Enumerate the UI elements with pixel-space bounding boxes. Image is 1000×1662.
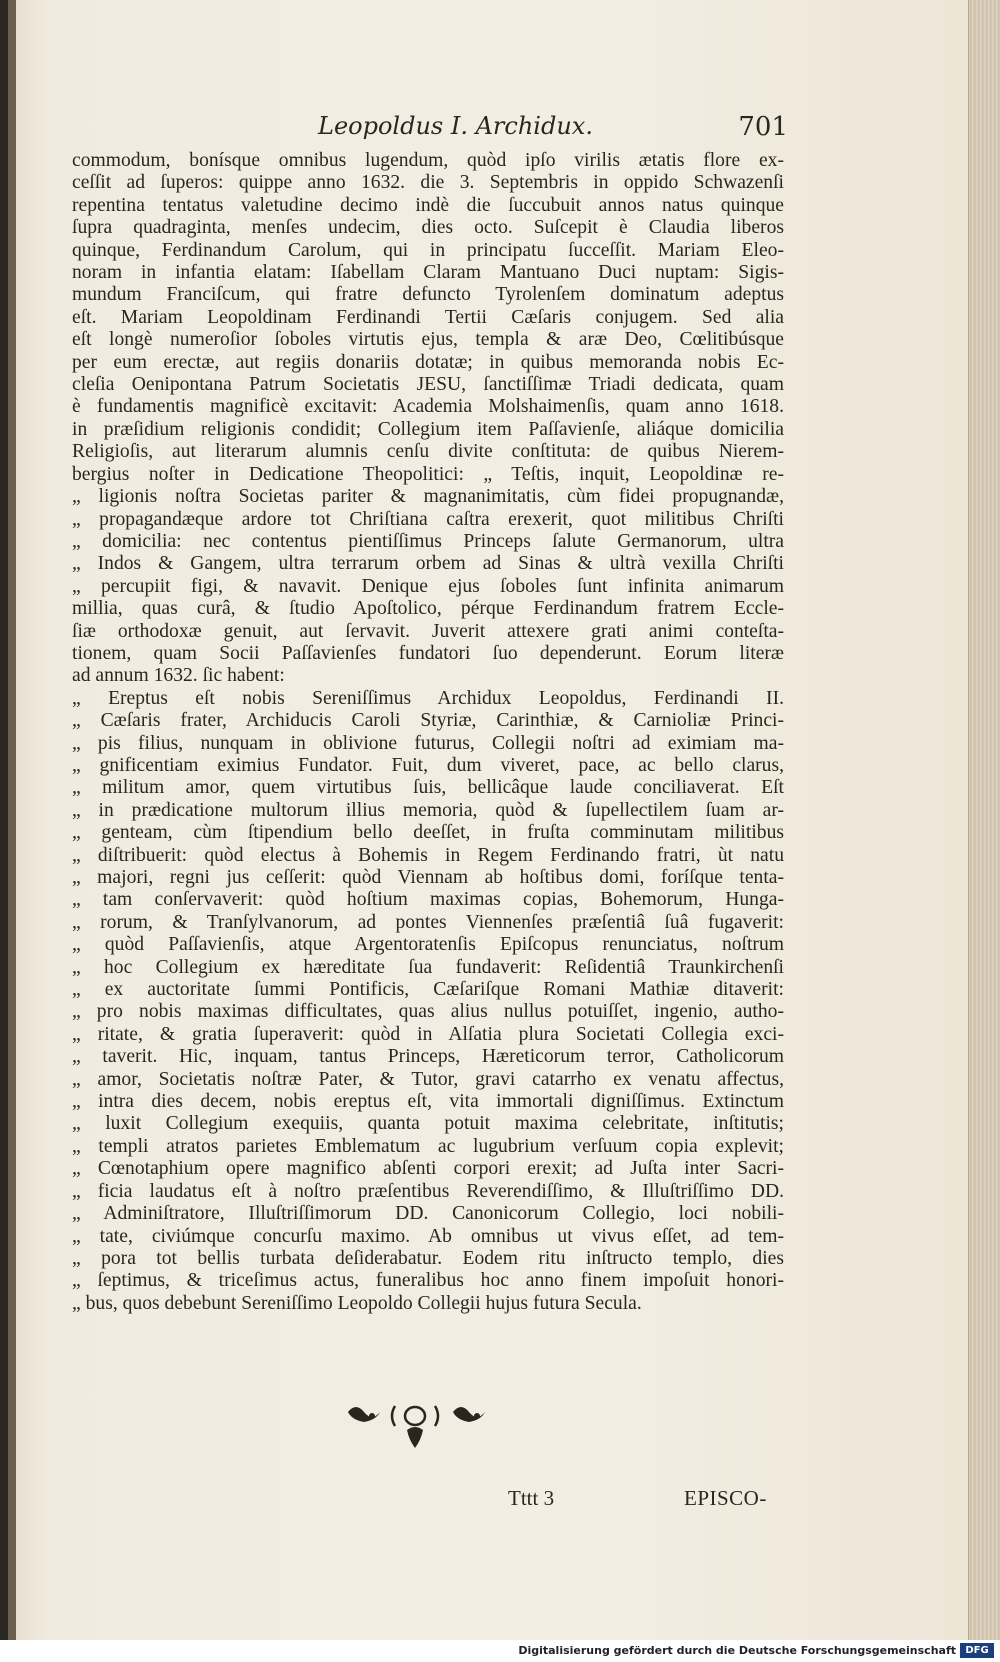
- text-line: „ Indos & Gangem, ultra terrarum orbem ad Sinas & ultrà vexilla Chriſti: [72, 553, 784, 575]
- quoted-letter: [72, 688, 784, 1315]
- text-line: „ Cæſaris frater, Archiducis Caroli Styriæ, Carinthiæ, & Carnioliæ Princi-: [72, 710, 784, 732]
- text-line: „ percupiit figi, & navavit. Denique ejus ſoboles ſunt infinita animarum: [72, 575, 784, 597]
- text-line: è fundamentis magnificè excitavit: Academia Molshaimenſis, quam anno 1618.: [72, 396, 784, 418]
- text-line: „ gnificentiam eximius Fundator. Fuit, dum viveret, pace, ac bello clarus,: [72, 754, 784, 776]
- dfg-logo-icon: DFG: [960, 1643, 994, 1658]
- text-line: „ Adminiſtratore, Illuſtriſſimorum DD. Canonicorum Collegio, loci nobili-: [72, 1203, 784, 1225]
- text-line: „ templi atratos parietes Emblematum ac lugubrium verſuum copia explevit;: [72, 1135, 784, 1157]
- text-line: „ pora tot bellis turbata deſiderabatur. Eodem ritu inſtructo templo, dies: [72, 1247, 784, 1269]
- text-line: eſt longè numeroſior ſoboles virtutis ejus, templa & aræ Deo, Cœlitibúsque: [72, 329, 784, 351]
- text-line: „ genteam, cùm ſtipendium bello deeſſet, in fruſta comminutam militibus: [72, 822, 784, 844]
- text-line: „ tam conſervaverit: quòd hoſtium maximas copias, Bohemorum, Hunga-: [72, 889, 784, 911]
- body-paragraph: [72, 150, 784, 688]
- text-line: „ Ereptus eſt nobis Sereniſſimus Archidux Leopoldus, Ferdinandi II.: [72, 687, 784, 709]
- footer-credit: Digitalisierung gefördert durch die Deutsche Forschungsgemeinschaft: [518, 1644, 956, 1657]
- catchword: EPISCO-: [684, 1486, 767, 1510]
- running-head: [68, 112, 788, 148]
- digitization-footer: [0, 1640, 1000, 1662]
- text-line: mundum Franciſcum, qui fratre defuncto Tyrolenſem dominatum adeptus: [72, 284, 784, 306]
- text-line: ceſſit ad ſuperos: quippe anno 1632. die 3. Septembris in oppido Schwazenſi: [72, 172, 784, 194]
- text-line: cleſia Oenipontana Patrum Societatis JESU, ſanctiſſimæ Triadi dedicata, quam: [72, 374, 784, 396]
- text-line: „ ficia laudatus eſt à noſtro præſentibus Reverendiſſimo, & Illuſtriſſimo DD.: [72, 1180, 784, 1202]
- text-line: noram in infantia elatam: Iſabellam Claram Mantuano Duci nuptam: Sigis-: [72, 262, 784, 284]
- text-line: „ intra dies decem, nobis ereptus eſt, vita immortali digniſſimus. Extinctum: [72, 1091, 784, 1113]
- text-line: ſupra quadraginta, menſes undecim, dies octo. Suſcepit è Claudia liberos: [72, 217, 784, 239]
- text-line: „ taverit. Hic, inquam, tantus Princeps, Hæreticorum terror, Catholicorum: [72, 1046, 784, 1068]
- text-line: „ ſeptimus, & triceſimus actus, funeralibus hoc anno finem impoſuit honori-: [72, 1270, 784, 1292]
- text-line: „ quòd Paſſavienſis, atque Argentoratenſis Epiſcopus renunciatus, noſtrum: [72, 934, 784, 956]
- book-page: [8, 0, 973, 1640]
- text-line: tionem, quam Socii Paſſavienſes fundatori ſuo dependerunt. Eorum literæ: [72, 642, 784, 664]
- page-number: 701: [738, 112, 788, 142]
- tailpiece-ornament-icon: [343, 1392, 503, 1452]
- text-line: „ rorum, & Tranſylvanorum, ad pontes Viennenſes præſentiâ ſuâ fugaverit:: [72, 911, 784, 933]
- text-line: repentina tentatus valetudine decimo indè die ſuccubuit annos natus quinque: [72, 194, 784, 216]
- text-line: „ propagandæque ardore tot Chriſtiana caſtra erexerit, quot militibus Chriſti: [72, 508, 784, 530]
- body-text: [72, 150, 784, 1315]
- text-line: „ ex auctoritate ſummi Pontificis, Cæſariſque Romani Mathiæ ditaverit:: [72, 979, 784, 1001]
- text-line: „ bus, quos debebunt Sereniſſimo Leopoldo Collegii hujus futura Secula.: [72, 1292, 642, 1314]
- text-line: „ pis filius, nunquam in oblivione futurus, Collegii noſtri ad eximiam ma-: [72, 732, 784, 754]
- text-line: millia, quas curâ, & ſtudio Apoſtolico, pérque Ferdinandum fratrem Eccle-: [72, 598, 784, 620]
- text-line: „ pro nobis maximas difficultates, quas alius nullus potuiſſet, ingenio, autho-: [72, 1001, 784, 1023]
- text-line: „ in prædicatione multorum illius memoria, quòd & ſupellectilem ſuam ar-: [72, 799, 784, 821]
- text-line: „ majori, regni jus ceſſerit: quòd Viennam ab hoſtibus domi, foríſque tenta-: [72, 867, 784, 888]
- text-line: quinque, Ferdinandum Carolum, qui in principatu ſucceſſit. Mariam Eleo-: [72, 239, 784, 261]
- text-line: „ ritate, & gratia ſuperaverit: quòd in Alſatia plura Societati Collegia exci-: [72, 1023, 784, 1045]
- text-line: bergius noſter in Dedicatione Theopolitici: „ Teſtis, inquit, Leopoldinæ re-: [72, 463, 784, 485]
- text-line: „ domicilia: nec contentus pientiſſimus Princeps ſalute Germanorum, ultra: [72, 530, 784, 552]
- text-line: „ militum amor, quem virtutibus ſuis, bellicâque laude conciliaverat. Eſt: [72, 777, 784, 799]
- text-line: „ ligionis noſtra Societas pariter & magnanimitatis, cùm fidei propugnandæ,: [72, 486, 784, 508]
- text-line: „ tate, civiúmque concurſu maximo. Ab omnibus ut vivus eſſet, ad tem-: [72, 1225, 784, 1247]
- gutter-shadow: [8, 0, 16, 1640]
- signature-mark: Tttt 3: [508, 1486, 555, 1510]
- text-line: eſt. Mariam Leopoldinam Ferdinandi Tertii Cæſaris conjugem. Sed alia: [72, 306, 784, 328]
- text-line: „ Cœnotaphium opere magnifico abſenti corpori erexit; ad Juſta inter Sacri-: [72, 1158, 784, 1180]
- page-fore-edge: [968, 0, 1000, 1640]
- text-line: „ amor, Societatis noſtræ Pater, & Tutor, gravi catarrho ex venatu affectus,: [72, 1068, 784, 1090]
- text-line: Religioſis, aut literarum alumnis cenſu divite conſtituta: de quibus Nierem-: [72, 441, 784, 463]
- text-line: ſiæ orthodoxæ genuit, aut ſervavit. Juverit attexere grati animi conteſta-: [72, 620, 784, 642]
- running-head-title: Leopoldus I. Archidux.: [318, 112, 593, 140]
- text-line: commodum, bonísque omnibus lugendum, quòd ipſo virilis ætatis flore ex-: [72, 150, 784, 171]
- text-line: „ diſtribuerit: quòd electus à Bohemis in Regem Ferdinando fratri, ùt natu: [72, 844, 784, 866]
- text-line: ad annum 1632. ſic habent:: [72, 665, 285, 687]
- text-line: per eum erectæ, aut regiis donariis dotatæ; in quibus memoranda nobis Ec-: [72, 351, 784, 373]
- text-line: „ hoc Collegium ex hæreditate ſua fundaverit: Reſidentiâ Traunkirchenſi: [72, 956, 784, 978]
- text-line: „ luxit Collegium exequiis, quanta potuit maxima celebritate, inſtitutis;: [72, 1113, 784, 1135]
- text-line: in præſidium religionis condidit; Collegium item Paſſavienſe, aliáque domicilia: [72, 418, 784, 440]
